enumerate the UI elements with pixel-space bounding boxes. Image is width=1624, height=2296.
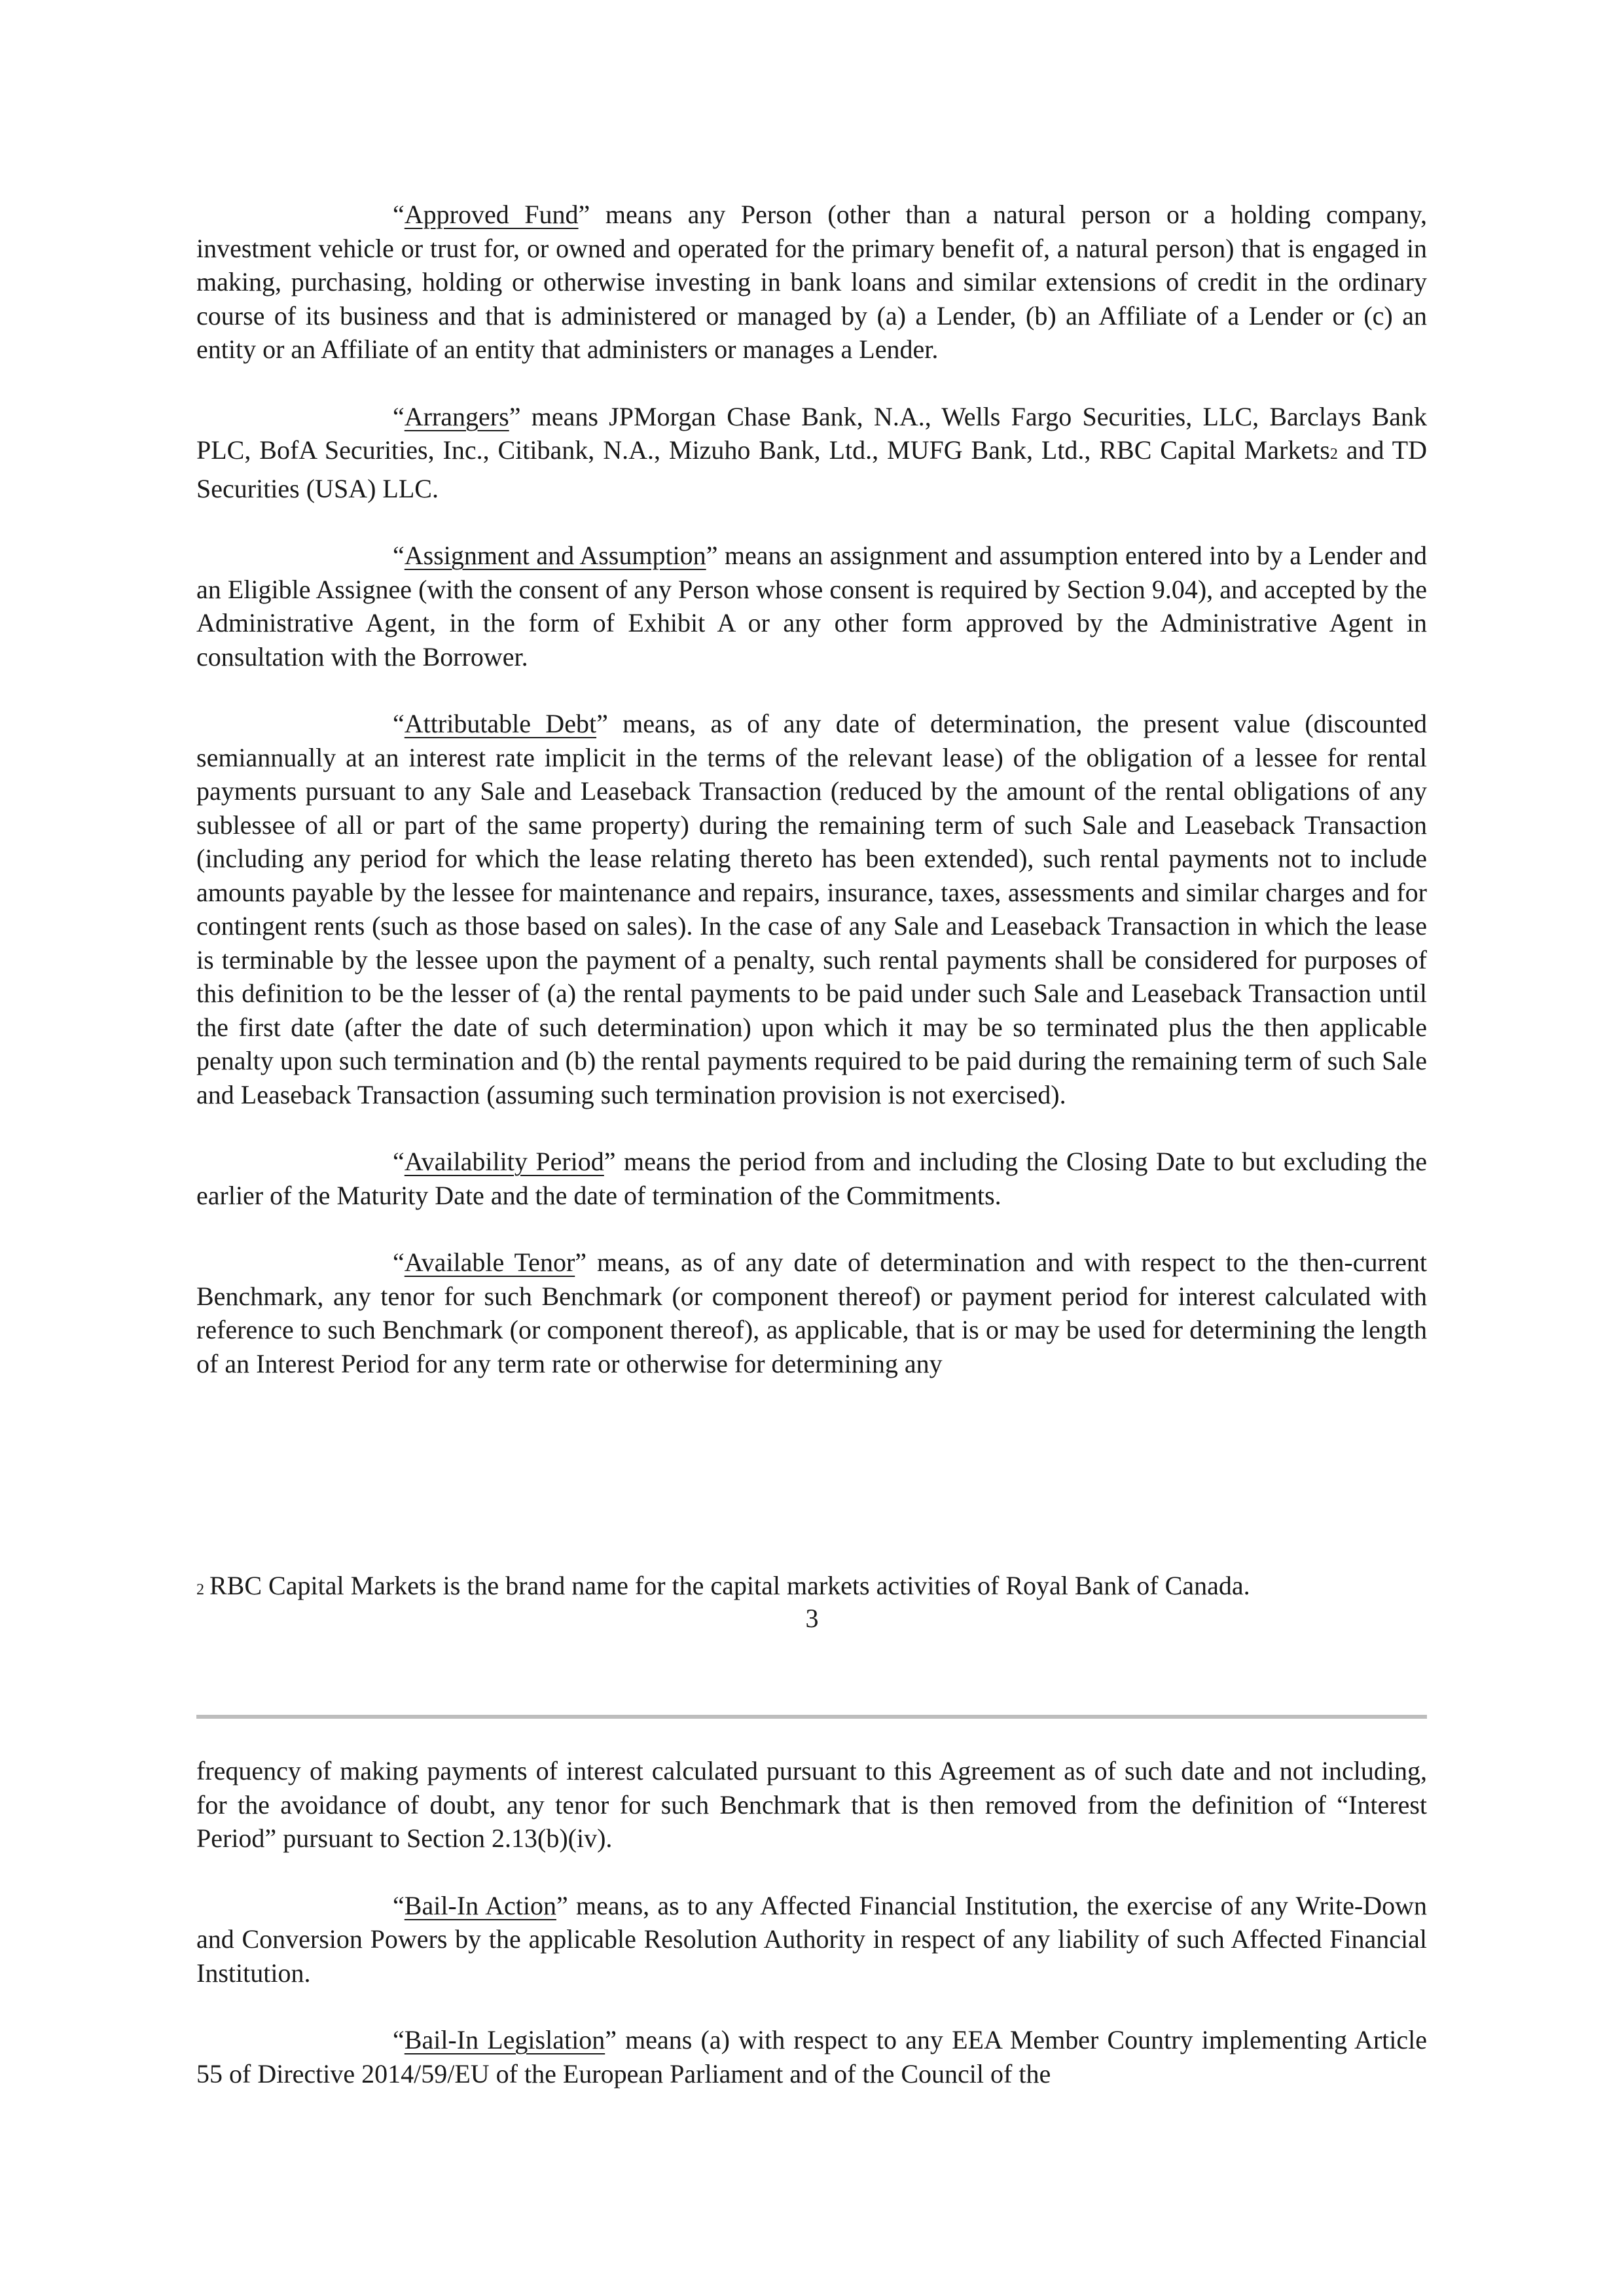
definition-available-tenor: “Available Tenor” means, as of any date of determination and with respect to the then-current Benchmark, any tenor for such Benchmark (or component thereof) or payment period for interest calculated with reference to such Benchmark (or component thereof), as applicable, that is or may be used for determining the length of an Interest Period for any term rate or otherwise for determining any — [196, 1247, 1428, 1378]
footnote — [196, 1570, 1427, 1606]
defined-term: Available Tenor — [404, 1247, 575, 1277]
definition-text: ” means, as of any date of determination, the present value (discounted semiannually at an interest rate implicit in the terms of the relevant lease) of the obligation of a lessee for rental payments pursuant to any Sale and Leaseback Transaction (reduced by the amount of the rental obligations of any sublessee of all or part of the same property) during the remaining term of such Sale and Leaseback Transaction (including any period for which the lease relating thereto has been extended), such rental payments not to include amounts payable by the lessee for maintenance and repairs, insurance, taxes, assessments and similar charges and for contingent rents (such as those based on sales). In the case of any Sale and Leaseback Transaction in which the lease is terminable by the lessee upon the payment of a penalty, such rental payments shall be considered for purposes of this definition to be the lesser of (a) the rental payments to be paid under such Sale and Leaseback Transaction until the first date (after the date of such determination) upon which it may be so terminated plus the then applicable penalty upon such termination and (b) the rental payments required to be paid during the remaining term of such Sale and Leaseback Transaction (assuming such termination provision is not exercised). — [196, 709, 1427, 1109]
defined-term: Bail-In Action — [404, 1890, 556, 1920]
definition-arrangers: “Arrangers” means JPMorgan Chase Bank, N.A., Wells Fargo Securities, LLC, Barclays Bank PLC, BofA Securities, Inc., Citibank, N.A., Mizuho Bank, Ltd., MUFG Bank, Ltd., RBC Capital Markets2 and TD Securities (USA) LLC. — [196, 401, 1427, 503]
definition-approved-fund: “Approved Fund” means any Person (other than a natural person or a holding company, investment vehicle or trust for, or owned and operated for the primary benefit of, a natural person) that is engaged in making, purchasing, holding or otherwise investing in bank loans and similar extensions of credit in the ordinary course of its business and that is administered or managed by (a) a Lender, (b) an Affiliate of a Lender or (c) an entity or an Affiliate of an entity that administers or manages a Lender. — [196, 200, 1427, 364]
defined-term: Arrangers — [404, 401, 509, 431]
definition-text: ” means any Person (other than a natural person or a holding company, investment vehicle or trust for, or owned and operated for the primary benefit of, a natural person) that is engaged in making, purchasing, holding or otherwise investing in bank loans and similar extensions of credit in the ordinary course of its business and that is administered or managed by (a) a Lender, (b) an Affiliate of a Lender or (c) an entity or an Affiliate of an entity that administers or manages a Lender. — [196, 200, 1427, 364]
definition-text: ” means (a) with respect to any EEA Member Country implementing Article 55 of Directive 2014/59/EU of the European Parliament and of the Council of the — [196, 2025, 1428, 2089]
footnote-reference: 2 — [1329, 446, 1338, 463]
defined-term: Bail-In Legislation — [404, 2025, 605, 2054]
definition-bail-in-action: “Bail-In Action” means, as to any Affected Financial Institution, the exercise of any Write-Down and Conversion Powers by the applicable Resolution Authority in respect of any liability of such Affected Financial Institution. — [196, 1890, 1427, 1988]
definition-text: ” means, as to any Affected Financial Institution, the exercise of any Write-Down and Conversion Powers by the applicable Resolution Authority in respect of any liability of such Affected Financial Institution. — [196, 1890, 1427, 1988]
footnote-number: 2 — [196, 1581, 204, 1598]
definition-text: ” means, as of any date of determination and with respect to the then-current Benchmark, any tenor for such Benchmark (or component thereof) or payment period for interest calculated with reference to such Benchmark (or component thereof), as applicable, that is or may be used for determining the length of an Interest Period for any term rate or otherwise for determining any — [196, 1247, 1428, 1378]
defined-term: Availability Period — [404, 1147, 604, 1176]
definition-text: and TD Securities (USA) LLC. — [196, 435, 1427, 503]
continuation-text: frequency of making payments of interest calculated pursuant to this Agreement as of such date and not including, for the avoidance of doubt, any tenor for such Benchmark that is then removed from the definition of “Interest Period” pursuant to Section 2.13(b)(iv). — [196, 1756, 1427, 1853]
page-number: 3 — [805, 1604, 819, 1633]
document-page-4 — [196, 1754, 1427, 2124]
defined-term: Assignment and Assumption — [404, 541, 706, 570]
definitions-section — [196, 198, 1427, 1414]
definition-assignment-and-assumption: “Assignment and Assumption” means an assignment and assumption entered into by a Lender and an Eligible Assignee (with the consent of any Person whose consent is required by Section 9.04), and accepted by the Administrative Agent, in the form of Exhibit A or any other form approved by the Administrative Agent in consultation with the Borrower. — [196, 541, 1427, 672]
footnote-text: RBC Capital Markets is the brand name for the capital markets activities of Royal Bank of Canada. — [209, 1571, 1250, 1600]
defined-term: Attributable Debt — [404, 709, 597, 738]
definition-attributable-debt: “Attributable Debt” means, as of any date of determination, the present value (discounted semiannually at an interest rate implicit in the terms of the relevant lease) of the obligation of a lessee for rental payments pursuant to any Sale and Leaseback Transaction (reduced by the amount of the rental obligations of any sublessee of all or part of the same property) during the remaining term of such Sale and Leaseback Transaction (including any period for which the lease relating thereto has been extended), such rental payments not to include amounts payable by the lessee for maintenance and repairs, insurance, taxes, assessments and similar charges and for contingent rents (such as those based on sales). In the case of any Sale and Leaseback Transaction in which the lease is terminable by the lessee upon the payment of a penalty, such rental payments shall be considered for purposes of this definition to be the lesser of (a) the rental payments to be paid under such Sale and Leaseback Transaction until the first date (after the date of such determination) upon which it may be so terminated plus the then applicable penalty upon such termination and (b) the rental payments required to be paid during the remaining term of such Sale and Leaseback Transaction (assuming such termination provision is not exercised). — [196, 709, 1427, 1109]
definition-text: ” means the period from and including the Closing Date to but excluding the earlier of the Maturity Date and the date of termination of the Commitments. — [196, 1147, 1427, 1210]
definition-text: ” means an assignment and assumption entered into by a Lender and an Eligible Assignee (with the consent of any Person whose consent is required by Section 9.04), and accepted by the Administrative Agent, in the form of Exhibit A or any other form approved by the Administrative Agent in consultation with the Borrower. — [196, 541, 1427, 672]
definition-text: ” means JPMorgan Chase Bank, N.A., Wells Fargo Securities, LLC, Barclays Bank PLC, BofA Securities, Inc., Citibank, N.A., Mizuho Bank, Ltd., MUFG Bank, Ltd., RBC Capital Markets — [196, 401, 1427, 465]
page-divider — [196, 1715, 1427, 1719]
definition-availability-period: “Availability Period” means the period from and including the Closing Date to but excluding the earlier of the Maturity Date and the date of termination of the Commitments. — [196, 1147, 1427, 1210]
defined-term: Approved Fund — [404, 200, 579, 229]
definition-bail-in-legislation: “Bail-In Legislation” means (a) with respect to any EEA Member Country implementing Article 55 of Directive 2014/59/EU of the European Parliament and of the Council of the — [196, 2025, 1428, 2089]
